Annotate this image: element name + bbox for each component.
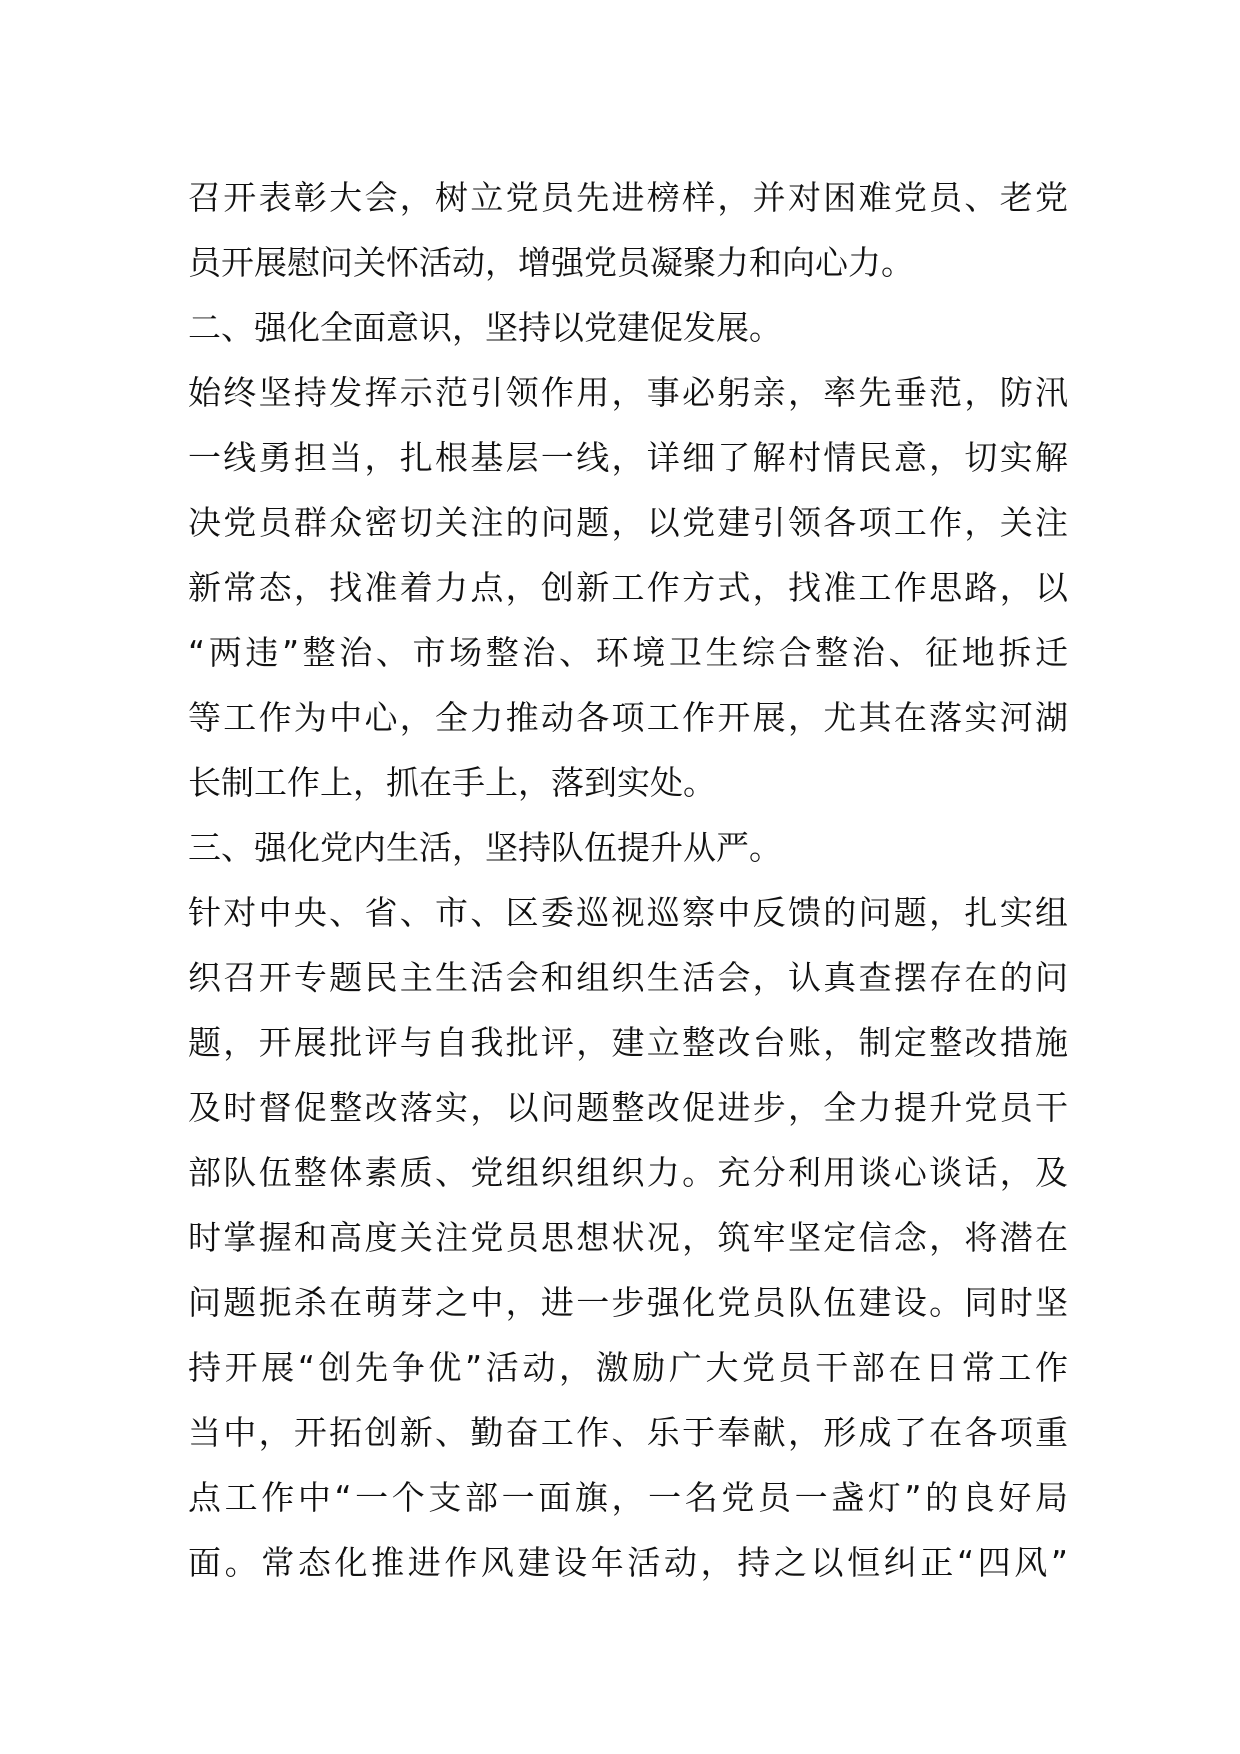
text-line: 始终坚持发挥示范引领作用，事必躬亲，率先垂范，防汛 bbox=[188, 373, 1068, 412]
text-line: 时掌握和高度关注党员思想状况，筑牢坚定信念，将潜在 bbox=[188, 1218, 1068, 1257]
text-line: 及时督促整改落实，以问题整改促进步，全力提升党员干 bbox=[188, 1088, 1068, 1127]
text-line: 部队伍整体素质、党组织组织力。充分利用谈心谈话，及 bbox=[188, 1153, 1068, 1192]
text-line: 等工作为中心，全力推动各项工作开展，尤其在落实河湖 bbox=[188, 698, 1068, 737]
text-line: 针对中央、省、市、区委巡视巡察中反馈的问题，扎实组 bbox=[188, 893, 1068, 932]
text-line: 一线勇担当，扎根基层一线，详细了解村情民意，切实解 bbox=[188, 438, 1068, 477]
text-line: 面。常态化推进作风建设年活动，持之以恒纠正“四风” bbox=[188, 1543, 1068, 1582]
text-line: 长制工作上，抓在手上，落到实处。 bbox=[188, 763, 716, 802]
text-line: 决党员群众密切关注的问题，以党建引领各项工作，关注 bbox=[188, 503, 1068, 542]
text-line: “两违”整治、市场整治、环境卫生综合整治、征地拆迁 bbox=[188, 633, 1068, 672]
text-line: 点工作中“一个支部一面旗，一名党员一盏灯”的良好局 bbox=[188, 1478, 1068, 1517]
text-line: 新常态，找准着力点，创新工作方式，找准工作思路，以 bbox=[188, 568, 1068, 607]
text-line: 持开展“创先争优”活动，激励广大党员干部在日常工作 bbox=[188, 1348, 1068, 1387]
text-line: 三、强化党内生活，坚持队伍提升从严。 bbox=[188, 828, 782, 867]
text-line: 当中，开拓创新、勤奋工作、乐于奉献，形成了在各项重 bbox=[188, 1413, 1068, 1452]
text-line: 二、强化全面意识，坚持以党建促发展。 bbox=[188, 308, 782, 347]
text-line: 题，开展批评与自我批评，建立整改台账，制定整改措施 bbox=[188, 1023, 1068, 1062]
text-line: 织召开专题民主生活会和组织生活会，认真查摆存在的问 bbox=[188, 958, 1068, 997]
body-text bbox=[188, 165, 1068, 1595]
text-line: 问题扼杀在萌芽之中，进一步强化党员队伍建设。同时坚 bbox=[188, 1283, 1068, 1322]
text-line: 员开展慰问关怀活动，增强党员凝聚力和向心力。 bbox=[188, 243, 914, 282]
text-line: 召开表彰大会，树立党员先进榜样，并对困难党员、老党 bbox=[188, 178, 1068, 217]
